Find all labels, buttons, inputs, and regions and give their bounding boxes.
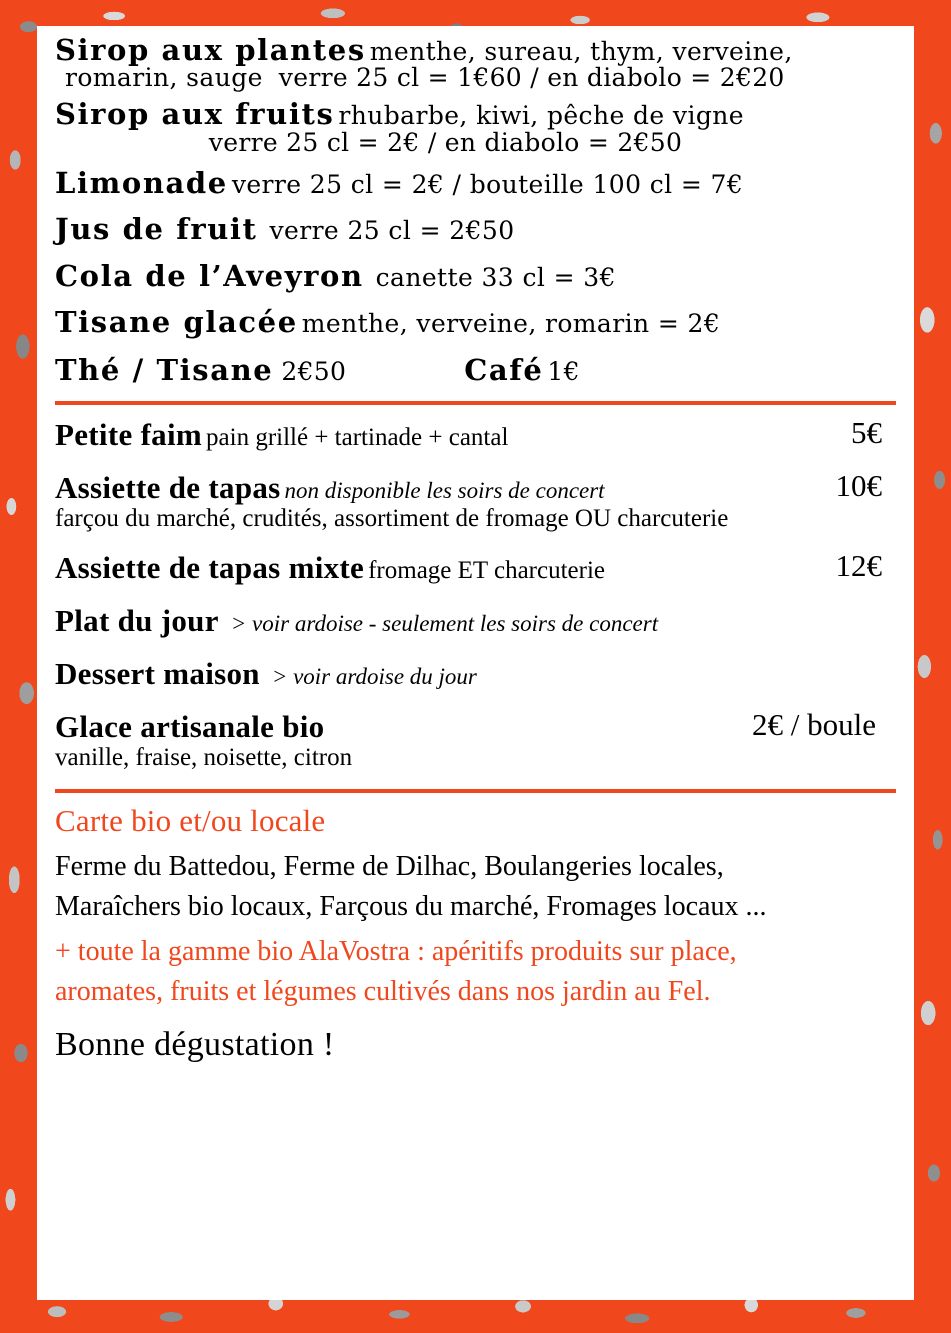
item-price: 5€: [851, 414, 882, 450]
item-name: Cola de l’Aveyron: [55, 258, 364, 293]
item-description: rhubarbe, kiwi, pêche de vigne: [338, 101, 744, 131]
item-price-tea: 2€50: [281, 356, 347, 386]
menu-item-the-tisane-cafe: [55, 353, 896, 387]
menu-card: [37, 26, 914, 1300]
menu-item-glace-artisanale-bio: [55, 706, 896, 772]
item-price: verre 25 cl = 2€ / bouteille 100 cl = 7€: [231, 169, 744, 199]
item-description: vanille, fraise, noisette, citron: [55, 743, 353, 771]
menu-item-petite-faim: [55, 414, 896, 453]
menu-item-tisane-glacee: [55, 306, 896, 338]
item-name: Limonade: [55, 165, 228, 200]
divider-food-bio: [55, 789, 896, 793]
item-price: verre 25 cl = 2€50: [269, 216, 515, 246]
closing-message: Bonne dégustation !: [55, 1025, 335, 1063]
item-price: verre 25 cl = 2€ / en diabolo = 2€50: [208, 127, 683, 157]
item-name: Sirop aux plantes: [55, 33, 366, 67]
menu-item-limonade: [55, 167, 896, 199]
item-name: Glace artisanale bio: [55, 708, 325, 744]
item-name: Assiette de tapas: [55, 469, 281, 505]
menu-item-assiette-de-tapas-mixte: [55, 547, 896, 586]
item-description: farçou du marché, crudités, assortiment de fromage OU charcuterie: [55, 504, 729, 532]
bio-section: [55, 803, 896, 1064]
bio-range-line-2: aromates, fruits et légumes cultivés dans nos jardin au Fel.: [55, 976, 711, 1008]
item-description: pain grillé + tartinade + cantal: [206, 423, 509, 451]
item-price: verre 25 cl = 1€60 / en diabolo = 2€20: [278, 63, 785, 93]
item-note: > voir ardoise - seulement les soirs de concert: [230, 610, 659, 636]
item-price: canette 33 cl = 3€: [375, 262, 616, 292]
menu-item-assiette-de-tapas: [55, 467, 896, 533]
item-name: Jus de fruit: [55, 212, 258, 247]
divider-drinks-food: [55, 401, 896, 405]
item-note: non disponible les soirs de concert: [284, 477, 605, 503]
bio-range-line-1: + toute la gamme bio AlaVostra : apéritifs produits sur place,: [55, 936, 737, 968]
drinks-section: [55, 34, 896, 387]
item-name-coffee: Café: [464, 352, 544, 387]
item-name: Sirop aux fruits: [55, 97, 335, 132]
item-name: Petite faim: [55, 416, 203, 452]
item-name: Tisane glacée: [55, 305, 298, 340]
item-name-tea: Thé / Tisane: [55, 352, 274, 387]
item-price: 2€ / boule: [752, 706, 876, 742]
item-name: Dessert maison: [55, 655, 260, 691]
item-note: > voir ardoise du jour: [271, 663, 477, 689]
item-price: 10€: [835, 467, 882, 503]
item-price: menthe, verveine, romarin = 2€: [301, 309, 721, 339]
menu-item-sirop-aux-fruits: [55, 98, 896, 156]
item-name: Plat du jour: [55, 602, 219, 638]
menu-item-plat-du-jour: [55, 603, 896, 639]
bio-suppliers-line-2: Maraîchers bio locaux, Farçous du marché, Fromages locaux ...: [55, 890, 767, 922]
item-description: menthe, sureau, thym, verveine,: [369, 37, 793, 66]
item-name: Assiette de tapas mixte: [55, 549, 365, 585]
menu-item-dessert-maison: [55, 656, 896, 692]
item-price: 12€: [835, 547, 882, 583]
menu-item-cola-de-l-aveyron: [55, 260, 896, 292]
item-price-coffee: 1€: [547, 356, 580, 386]
item-description-cont: romarin, sauge: [65, 63, 263, 93]
bio-section-title: Carte bio et/ou locale: [55, 802, 326, 838]
menu-item-sirop-aux-plantes: [55, 34, 896, 92]
item-description: fromage ET charcuterie: [368, 556, 605, 584]
food-section: [55, 411, 896, 772]
menu-item-jus-de-fruit: [55, 213, 896, 245]
bio-suppliers-line-1: Ferme du Battedou, Ferme de Dilhac, Boulangeries locales,: [55, 850, 724, 882]
